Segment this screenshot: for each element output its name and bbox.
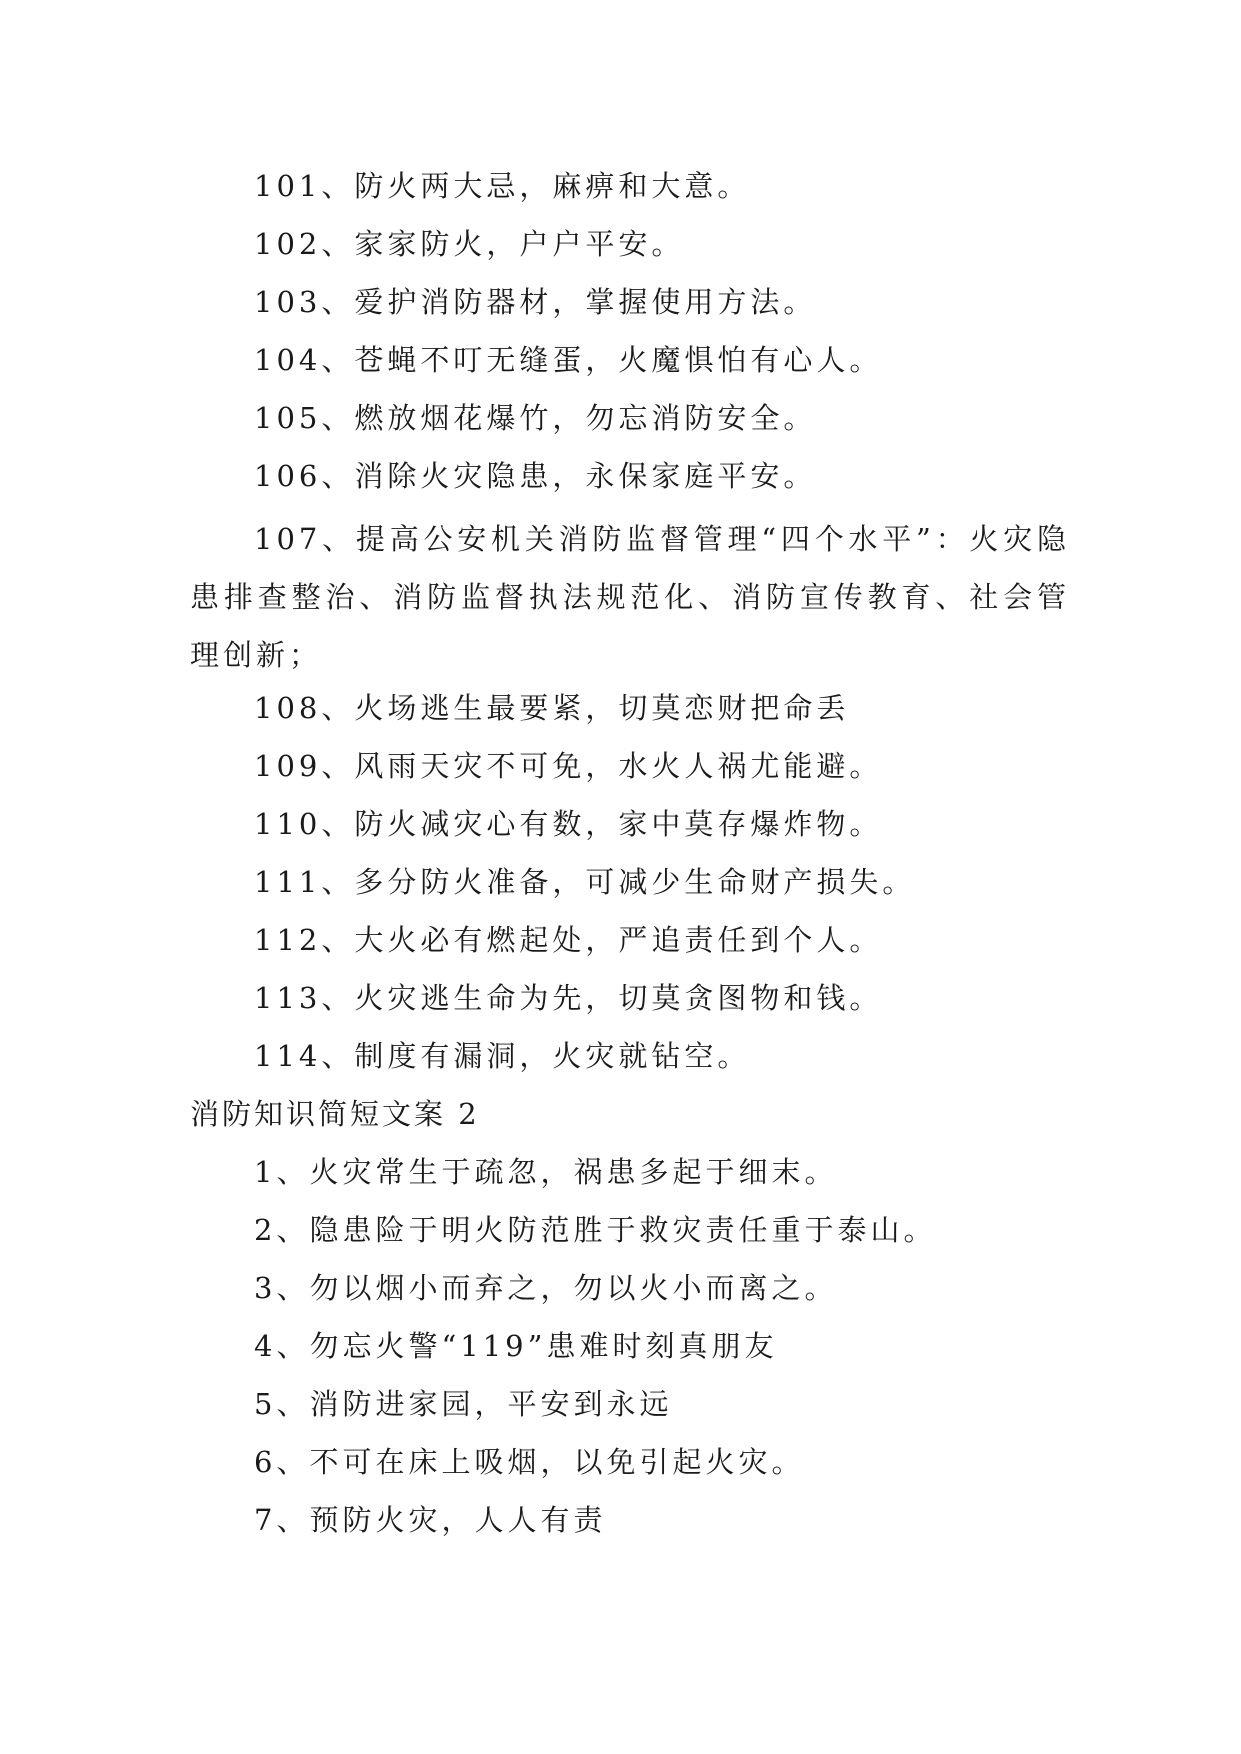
list-item: 2、隐患险于明火防范胜于救灾责任重于泰山。: [254, 1213, 937, 1247]
list-item: 111、多分防火准备，可减少生命财产损失。: [254, 865, 916, 899]
list-item: 101、防火两大忌，麻痹和大意。: [254, 169, 751, 203]
list-item: 103、爱护消防器材，掌握使用方法。: [254, 285, 817, 319]
list-item: 112、大火必有燃起处，严追责任到个人。: [254, 923, 883, 957]
list-item: 5、消防进家园，平安到永远: [254, 1387, 673, 1421]
section-heading: 消防知识简短文案 2: [190, 1097, 480, 1131]
list-item: 105、燃放烟花爆竹，勿忘消防安全。: [254, 401, 817, 435]
list-item: 3、勿以烟小而弃之，勿以火小而离之。: [254, 1271, 838, 1305]
list-item: 4、勿忘火警“119”患难时刻真朋友: [254, 1329, 778, 1363]
list-item: 109、风雨天灾不可免，水火人祸尤能避。: [254, 749, 883, 783]
list-item: 104、苍蝇不叮无缝蛋，火魔惧怕有心人。: [254, 343, 883, 377]
list-item: 6、不可在床上吸烟，以免引起火灾。: [254, 1445, 805, 1479]
list-item: 102、家家防火，户户平安。: [254, 227, 685, 261]
list-item: 7、预防火灾，人人有责: [254, 1503, 607, 1537]
list-item: 113、火灾逃生命为先，切莫贪图物和钱。: [254, 981, 883, 1015]
list-item: 108、火场逃生最要紧，切莫恋财把命丢: [254, 691, 850, 725]
list-item: 114、制度有漏洞，火灾就钻空。: [254, 1039, 751, 1073]
list-item-long: 107、提高公安机关消防监督管理“四个水平”：火灾隐患排查整治、消防监督执法规范化、消防宣传教育、社会管理创新；: [190, 522, 1070, 672]
list-item: 110、防火减灾心有数，家中莫存爆炸物。: [254, 807, 883, 841]
list-item: 1、火灾常生于疏忽，祸患多起于细末。: [254, 1155, 838, 1189]
list-item: 106、消除火灾隐患，永保家庭平安。: [254, 459, 817, 493]
